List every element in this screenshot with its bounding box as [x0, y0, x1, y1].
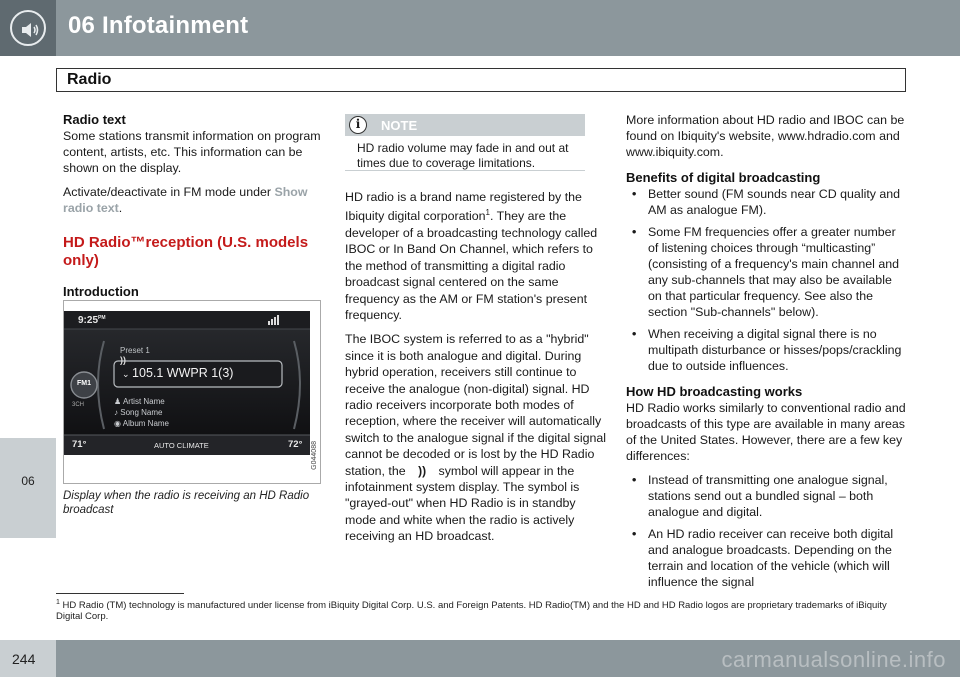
column-middle: [345, 189, 607, 545]
side-strip: [0, 56, 56, 640]
chapter-side-tab-label: 06: [21, 474, 35, 488]
iboc-paragraph: The IBOC system is referred to as a "hybrid" since it is both analogue and digital. During hybrid operation, receivers still continue to receive the analogue (non-digital) signal. HD radio receivers incorporate both modes of reception, where the receiver will automatically switch to the analogue signal if the digital signal cannot be decoded or is lost by the HD Radio station, the )) symbol will appear in the infotainment system display. The symbol is "grayed-out" when HD Radio is in standby mode and white when the radio is actively receiving an HD broadcast.: [345, 332, 607, 544]
page-footer: [0, 640, 960, 677]
chapter-header-tab: [0, 0, 56, 56]
benefits-heading: Benefits of digital broadcasting: [626, 170, 821, 185]
hd-radio-heading: HD Radio™reception (U.S. models only): [63, 234, 309, 269]
figure-code: G044088: [311, 441, 318, 470]
screen-climate: AUTO CLIMATE: [154, 441, 209, 450]
bullet-icon: •: [632, 187, 637, 201]
chapter-title: 06 Infotainment: [68, 12, 249, 39]
screen-station: [122, 366, 233, 380]
footnote-text: HD Radio (TM) technology is manufactured under license from iBiquity Digital Corp. U.S. and Foreign Patents. HD Radio(TM) and the HD and HD Radio logos are proprietary trademarks of iBiquity Digital Corp.: [56, 600, 887, 623]
chapter-side-tab: [0, 438, 56, 538]
watermark: carmanualsonline.info: [721, 647, 946, 672]
activate-suffix: .: [118, 201, 123, 215]
person-icon: ♟: [114, 397, 123, 406]
figure-caption: Display when the radio is receiving an HD Radio broadcast: [63, 490, 310, 516]
music-note-icon: ♪: [114, 408, 121, 417]
footnote-divider: [56, 593, 184, 594]
radio-text-heading: Radio text: [63, 112, 126, 127]
radio-display-figure: [63, 300, 321, 484]
note-divider: [345, 170, 585, 171]
bullet-icon: •: [632, 527, 637, 541]
bullet-icon: •: [632, 225, 637, 239]
activate-prefix: Activate/deactivate in FM mode under: [63, 185, 275, 199]
column-right: [626, 112, 906, 590]
screen-temp-right: 72°: [288, 439, 303, 450]
footnote-marker: 1: [56, 599, 60, 606]
page-number-box: [0, 640, 56, 677]
note-body: HD radio volume may fade in and out at times due to coverage limitations.: [357, 141, 569, 170]
screen-album: ◉ Album Name: [114, 419, 170, 428]
more-info-paragraph: More information about HD radio and IBOC can be found on Ibiquity's website, www.hdradio.com and www.ibiquity.com.: [626, 113, 905, 159]
hd-radio-paragraph: HD radio is a brand name registered by the Ibiquity digital corporation$^1$. They are the developer of a broadcasting technology called IBOC or In Band On Channel, which refers to the method of transmitting a digital radio broadcast signal centered on the same frequency as the AM or FM station's present frequency.: [345, 190, 598, 322]
radio-text-body: Some stations transmit information on program content, artists, etc. This information can be shown on the display.: [63, 129, 321, 175]
chevron-down-icon: ⌄: [122, 369, 133, 379]
chapter-header: [0, 0, 960, 56]
note-label: NOTE: [381, 118, 418, 133]
introduction-heading: Introduction: [63, 284, 139, 299]
bullet-icon: •: [632, 473, 637, 487]
how-it-works-heading: How HD broadcasting works: [626, 384, 803, 399]
footnote-ref: 1: [485, 208, 490, 218]
screen-clock: $9:25^{PM}$: [78, 315, 106, 326]
screen-artist: ♟ Artist Name: [114, 397, 165, 406]
screen-preset: Preset 1: [120, 346, 150, 355]
list-item: • When receiving a digital signal there is no multipath disturbance or hisses/pops/crackling due to outside influences.: [632, 327, 902, 373]
bullet-icon: •: [632, 327, 637, 341]
column-left: [63, 112, 321, 300]
activate-paragraph: [63, 184, 321, 216]
note-header: [345, 114, 585, 136]
show-radio-text-link[interactable]: Show radio text: [63, 185, 308, 215]
infotainment-screen: [64, 311, 310, 455]
note-box: [345, 114, 585, 172]
screen-song: ♪ Song Name: [114, 408, 163, 417]
how-it-works-body: HD Radio works similarly to conventional radio and broadcasts of this type are available in many areas of the United States. However, there are a few key differences:: [626, 401, 906, 463]
list-item: • An HD radio receiver can receive both digital and analogue broadcasts. Depending on the terrain and location of the vehicle (which will influence the signal: [632, 527, 894, 589]
section-title: Radio: [67, 71, 112, 88]
list-item: • Better sound (FM sounds near CD quality and AM as analogue FM).: [632, 187, 901, 217]
hd-radio-icon: )): [120, 355, 126, 365]
speaker-icon: [10, 10, 46, 46]
list-item: • Some FM frequencies offer a greater number of listening choices through “multicasting” (consisting of a frequency's main channel and any sub-channels that may also be available on that particular frequency. See also the section "Sub-channels" below).: [632, 225, 900, 319]
screen-station-name: 105.1 WWPR 1(3): [132, 366, 234, 380]
section-bar: [56, 68, 906, 92]
list-item: • Instead of transmitting one analogue signal, stations send out a bundled signal – both analogue and digital.: [632, 473, 888, 519]
album-icon: ◉: [114, 419, 123, 428]
footnote: [56, 597, 912, 622]
hd-symbol-icon: )): [418, 463, 427, 478]
screen-band-button: FM1: [77, 380, 91, 387]
screen-temp-left: 71°: [72, 439, 87, 450]
page-number: 244: [12, 651, 36, 667]
screen-channel-count: 3CH: [72, 402, 85, 408]
info-icon: i: [349, 116, 367, 134]
